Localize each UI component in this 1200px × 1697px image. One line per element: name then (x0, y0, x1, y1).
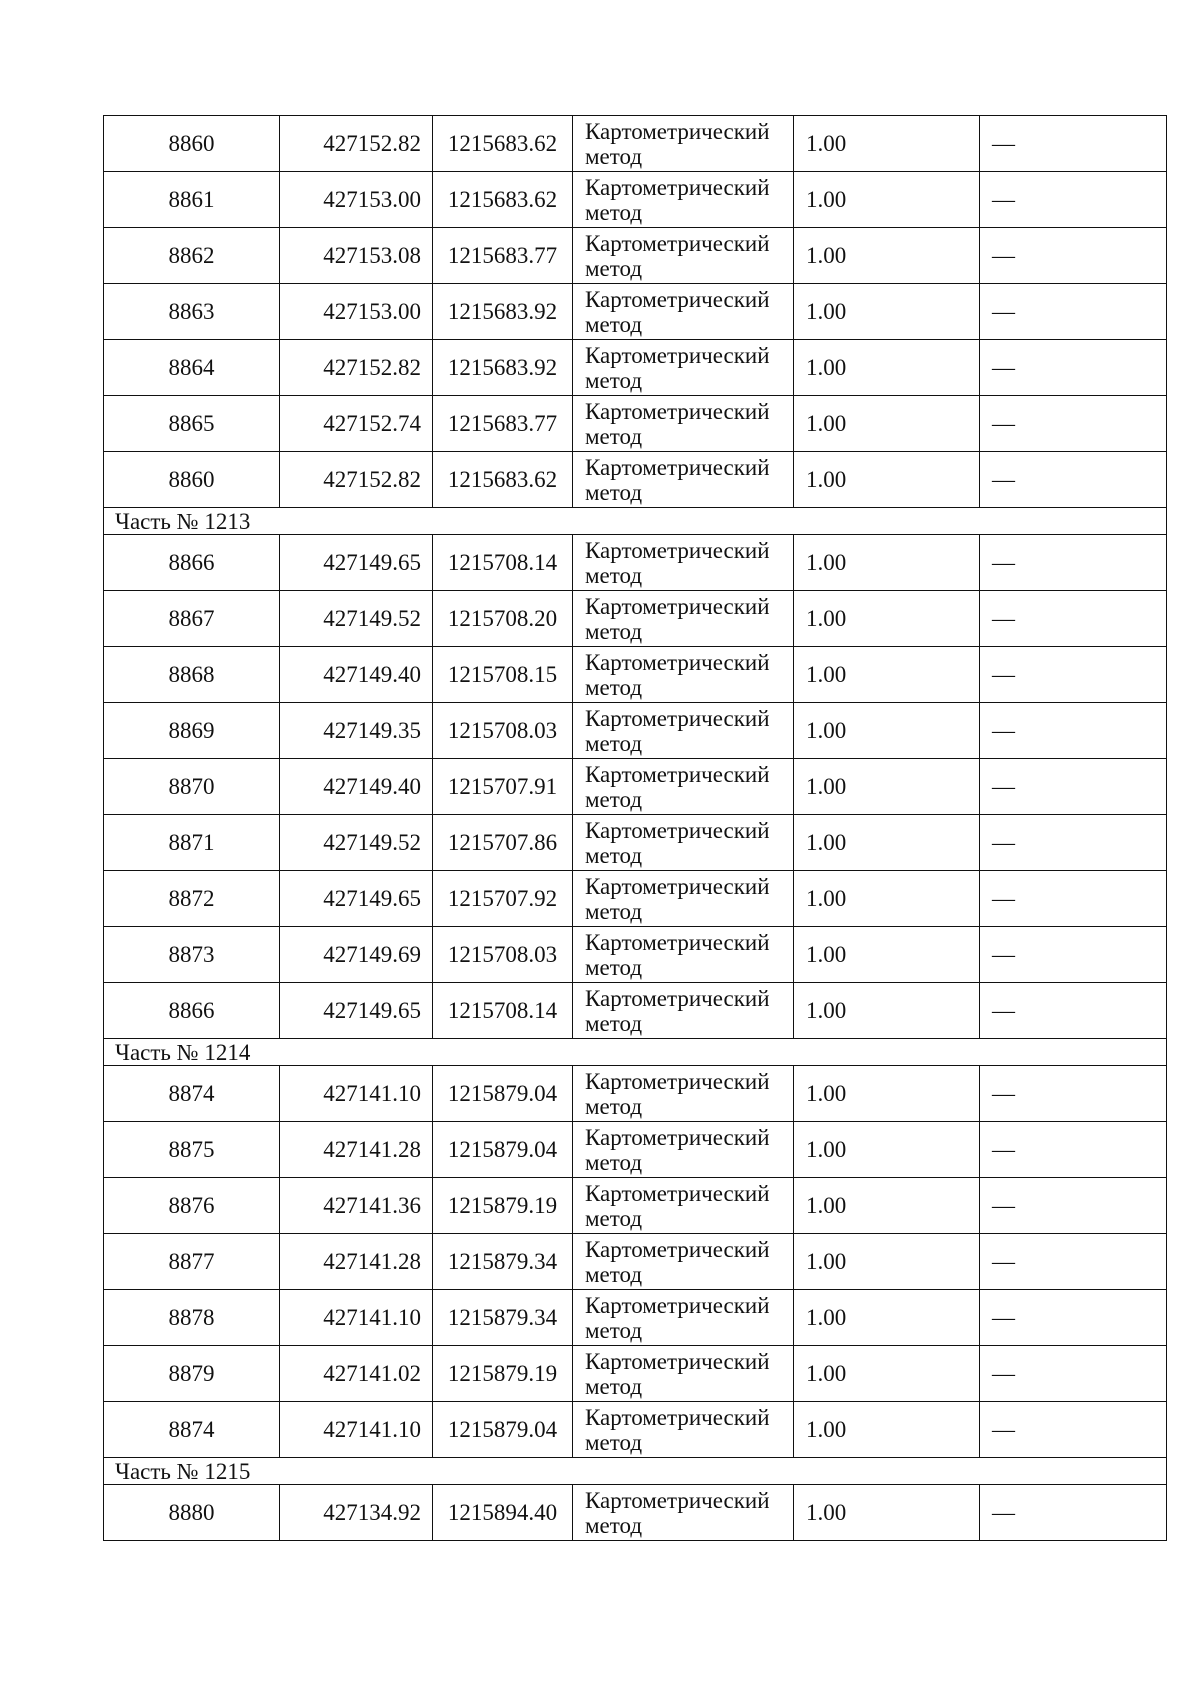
point-number-cell: 8867 (104, 591, 280, 647)
method-line-1: Картометрический (585, 593, 770, 619)
method-line-1: Картометрический (585, 1180, 770, 1206)
method-cell (573, 591, 794, 647)
description-cell: — (980, 116, 1167, 172)
y-coordinate-cell: 1215683.77 (433, 228, 573, 284)
table-row (104, 1290, 1167, 1346)
table-row (104, 452, 1167, 508)
point-number-cell: 8875 (104, 1122, 280, 1178)
point-number-cell: 8874 (104, 1066, 280, 1122)
y-coordinate-cell: 1215683.62 (433, 452, 573, 508)
y-coordinate-cell: 1215879.34 (433, 1290, 573, 1346)
method-line-2: метод (585, 730, 643, 756)
method-line-1: Картометрический (585, 537, 770, 563)
table-row (104, 1122, 1167, 1178)
method-cell (573, 647, 794, 703)
accuracy-cell: 1.00 (794, 1402, 980, 1458)
method-line-1: Картометрический (585, 985, 770, 1011)
table-row (104, 815, 1167, 871)
description-cell: — (980, 1178, 1167, 1234)
method-line-2: метод (585, 842, 643, 868)
method-line-1: Картометрический (585, 286, 770, 312)
method-cell (573, 452, 794, 508)
description-cell: — (980, 815, 1167, 871)
x-coordinate-cell: 427141.02 (280, 1346, 433, 1402)
accuracy-cell: 1.00 (794, 535, 980, 591)
part-label: Часть № 1214 (104, 1039, 1167, 1066)
method-line-2: метод (585, 562, 643, 588)
method-line-1: Картометрический (585, 817, 770, 843)
y-coordinate-cell: 1215707.86 (433, 815, 573, 871)
point-number-cell: 8869 (104, 703, 280, 759)
y-coordinate-cell: 1215879.04 (433, 1402, 573, 1458)
y-coordinate-cell: 1215708.15 (433, 647, 573, 703)
method-line-1: Картометрический (585, 454, 770, 480)
method-cell (573, 116, 794, 172)
method-line-2: метод (585, 479, 643, 505)
point-number-cell: 8864 (104, 340, 280, 396)
method-cell (573, 172, 794, 228)
accuracy-cell: 1.00 (794, 927, 980, 983)
x-coordinate-cell: 427152.74 (280, 396, 433, 452)
method-cell (573, 1066, 794, 1122)
method-line-1: Картометрический (585, 1404, 770, 1430)
point-number-cell: 8872 (104, 871, 280, 927)
y-coordinate-cell: 1215708.03 (433, 703, 573, 759)
point-number-cell: 8880 (104, 1485, 280, 1541)
accuracy-cell: 1.00 (794, 284, 980, 340)
method-line-2: метод (585, 618, 643, 644)
method-line-1: Картометрический (585, 1068, 770, 1094)
method-line-1: Картометрический (585, 929, 770, 955)
method-cell (573, 983, 794, 1039)
x-coordinate-cell: 427152.82 (280, 116, 433, 172)
x-coordinate-cell: 427149.69 (280, 927, 433, 983)
table-row (104, 591, 1167, 647)
point-number-cell: 8860 (104, 452, 280, 508)
method-line-1: Картометрический (585, 1124, 770, 1150)
table-row (104, 1485, 1167, 1541)
point-number-cell: 8865 (104, 396, 280, 452)
accuracy-cell: 1.00 (794, 647, 980, 703)
method-cell (573, 703, 794, 759)
description-cell: — (980, 647, 1167, 703)
point-number-cell: 8876 (104, 1178, 280, 1234)
table-row (104, 1346, 1167, 1402)
accuracy-cell: 1.00 (794, 1122, 980, 1178)
method-line-1: Картометрический (585, 761, 770, 787)
method-cell (573, 1234, 794, 1290)
part-label: Часть № 1215 (104, 1458, 1167, 1485)
method-line-2: метод (585, 199, 643, 225)
x-coordinate-cell: 427149.52 (280, 591, 433, 647)
accuracy-cell: 1.00 (794, 452, 980, 508)
x-coordinate-cell: 427149.40 (280, 759, 433, 815)
description-cell: — (980, 396, 1167, 452)
method-cell (573, 228, 794, 284)
accuracy-cell: 1.00 (794, 228, 980, 284)
table-row (104, 871, 1167, 927)
method-line-2: метод (585, 423, 643, 449)
description-cell: — (980, 1346, 1167, 1402)
method-line-1: Картометрический (585, 174, 770, 200)
point-number-cell: 8863 (104, 284, 280, 340)
method-cell (573, 340, 794, 396)
accuracy-cell: 1.00 (794, 340, 980, 396)
method-cell (573, 1290, 794, 1346)
table-row (104, 1234, 1167, 1290)
method-cell (573, 1122, 794, 1178)
method-line-1: Картометрический (585, 1348, 770, 1374)
point-number-cell: 8879 (104, 1346, 280, 1402)
method-line-1: Картометрический (585, 1292, 770, 1318)
method-cell (573, 1346, 794, 1402)
method-line-2: метод (585, 898, 643, 924)
description-cell: — (980, 284, 1167, 340)
table-row (104, 983, 1167, 1039)
point-number-cell: 8861 (104, 172, 280, 228)
method-line-1: Картометрический (585, 649, 770, 675)
accuracy-cell: 1.00 (794, 396, 980, 452)
x-coordinate-cell: 427141.10 (280, 1066, 433, 1122)
accuracy-cell: 1.00 (794, 1178, 980, 1234)
y-coordinate-cell: 1215708.20 (433, 591, 573, 647)
method-cell (573, 535, 794, 591)
accuracy-cell: 1.00 (794, 172, 980, 228)
y-coordinate-cell: 1215707.92 (433, 871, 573, 927)
method-cell (573, 284, 794, 340)
method-line-1: Картометрический (585, 705, 770, 731)
table-row (104, 228, 1167, 284)
x-coordinate-cell: 427153.00 (280, 284, 433, 340)
method-line-2: метод (585, 954, 643, 980)
point-number-cell: 8866 (104, 535, 280, 591)
table-row (104, 340, 1167, 396)
accuracy-cell: 1.00 (794, 1346, 980, 1402)
point-number-cell: 8874 (104, 1402, 280, 1458)
description-cell: — (980, 927, 1167, 983)
method-line-1: Картометрический (585, 398, 770, 424)
part-header-row (104, 508, 1167, 535)
y-coordinate-cell: 1215683.62 (433, 116, 573, 172)
description-cell: — (980, 452, 1167, 508)
description-cell: — (980, 1290, 1167, 1346)
x-coordinate-cell: 427149.40 (280, 647, 433, 703)
y-coordinate-cell: 1215894.40 (433, 1485, 573, 1541)
part-header-row (104, 1458, 1167, 1485)
description-cell: — (980, 172, 1167, 228)
table-row (104, 172, 1167, 228)
accuracy-cell: 1.00 (794, 983, 980, 1039)
x-coordinate-cell: 427153.00 (280, 172, 433, 228)
method-line-2: метод (585, 1093, 643, 1119)
description-cell: — (980, 1234, 1167, 1290)
point-number-cell: 8860 (104, 116, 280, 172)
y-coordinate-cell: 1215879.19 (433, 1178, 573, 1234)
method-line-2: метод (585, 1429, 643, 1455)
method-line-2: метод (585, 1261, 643, 1287)
y-coordinate-cell: 1215707.91 (433, 759, 573, 815)
y-coordinate-cell: 1215879.34 (433, 1234, 573, 1290)
y-coordinate-cell: 1215708.14 (433, 535, 573, 591)
accuracy-cell: 1.00 (794, 871, 980, 927)
y-coordinate-cell: 1215879.04 (433, 1066, 573, 1122)
method-line-2: метод (585, 1373, 643, 1399)
description-cell: — (980, 759, 1167, 815)
accuracy-cell: 1.00 (794, 759, 980, 815)
x-coordinate-cell: 427141.28 (280, 1234, 433, 1290)
x-coordinate-cell: 427141.10 (280, 1290, 433, 1346)
point-number-cell: 8871 (104, 815, 280, 871)
table-row (104, 759, 1167, 815)
method-line-1: Картометрический (585, 873, 770, 899)
method-line-2: метод (585, 1149, 643, 1175)
point-number-cell: 8877 (104, 1234, 280, 1290)
y-coordinate-cell: 1215683.92 (433, 284, 573, 340)
table-row (104, 1402, 1167, 1458)
accuracy-cell: 1.00 (794, 1234, 980, 1290)
method-cell (573, 1402, 794, 1458)
point-number-cell: 8866 (104, 983, 280, 1039)
accuracy-cell: 1.00 (794, 116, 980, 172)
method-line-1: Картометрический (585, 230, 770, 256)
y-coordinate-cell: 1215683.92 (433, 340, 573, 396)
method-line-2: метод (585, 1317, 643, 1343)
table-row (104, 1066, 1167, 1122)
description-cell: — (980, 228, 1167, 284)
method-line-1: Картометрический (585, 118, 770, 144)
method-line-2: метод (585, 1512, 643, 1538)
point-number-cell: 8870 (104, 759, 280, 815)
coordinates-table (103, 115, 1167, 1541)
table-row (104, 284, 1167, 340)
x-coordinate-cell: 427141.36 (280, 1178, 433, 1234)
accuracy-cell: 1.00 (794, 1066, 980, 1122)
x-coordinate-cell: 427149.35 (280, 703, 433, 759)
table-row (104, 927, 1167, 983)
x-coordinate-cell: 427141.28 (280, 1122, 433, 1178)
table-row (104, 396, 1167, 452)
x-coordinate-cell: 427134.92 (280, 1485, 433, 1541)
x-coordinate-cell: 427149.65 (280, 871, 433, 927)
y-coordinate-cell: 1215879.04 (433, 1122, 573, 1178)
method-line-2: метод (585, 1010, 643, 1036)
description-cell: — (980, 535, 1167, 591)
point-number-cell: 8873 (104, 927, 280, 983)
method-line-2: метод (585, 311, 643, 337)
point-number-cell: 8862 (104, 228, 280, 284)
table-row (104, 1178, 1167, 1234)
coordinates-table-body (104, 116, 1167, 1541)
y-coordinate-cell: 1215879.19 (433, 1346, 573, 1402)
method-line-2: метод (585, 1205, 643, 1231)
method-line-2: метод (585, 255, 643, 281)
x-coordinate-cell: 427149.65 (280, 535, 433, 591)
point-number-cell: 8868 (104, 647, 280, 703)
description-cell: — (980, 1122, 1167, 1178)
method-line-2: метод (585, 143, 643, 169)
method-cell (573, 396, 794, 452)
method-cell (573, 759, 794, 815)
x-coordinate-cell: 427152.82 (280, 340, 433, 396)
method-cell (573, 871, 794, 927)
accuracy-cell: 1.00 (794, 1290, 980, 1346)
x-coordinate-cell: 427149.65 (280, 983, 433, 1039)
method-line-2: метод (585, 786, 643, 812)
description-cell: — (980, 1402, 1167, 1458)
description-cell: — (980, 340, 1167, 396)
part-header-row (104, 1039, 1167, 1066)
table-row (104, 535, 1167, 591)
description-cell: — (980, 1066, 1167, 1122)
method-line-2: метод (585, 367, 643, 393)
method-line-1: Картометрический (585, 1487, 770, 1513)
y-coordinate-cell: 1215683.77 (433, 396, 573, 452)
method-cell (573, 1178, 794, 1234)
point-number-cell: 8878 (104, 1290, 280, 1346)
accuracy-cell: 1.00 (794, 703, 980, 759)
method-cell (573, 815, 794, 871)
method-line-1: Картометрический (585, 342, 770, 368)
x-coordinate-cell: 427152.82 (280, 452, 433, 508)
y-coordinate-cell: 1215683.62 (433, 172, 573, 228)
y-coordinate-cell: 1215708.14 (433, 983, 573, 1039)
method-line-2: метод (585, 674, 643, 700)
method-cell (573, 927, 794, 983)
method-line-1: Картометрический (585, 1236, 770, 1262)
description-cell: — (980, 871, 1167, 927)
description-cell: — (980, 983, 1167, 1039)
table-row (104, 116, 1167, 172)
description-cell: — (980, 703, 1167, 759)
accuracy-cell: 1.00 (794, 591, 980, 647)
x-coordinate-cell: 427141.10 (280, 1402, 433, 1458)
accuracy-cell: 1.00 (794, 815, 980, 871)
description-cell: — (980, 1485, 1167, 1541)
method-cell (573, 1485, 794, 1541)
accuracy-cell: 1.00 (794, 1485, 980, 1541)
part-label: Часть № 1213 (104, 508, 1167, 535)
x-coordinate-cell: 427149.52 (280, 815, 433, 871)
description-cell: — (980, 591, 1167, 647)
x-coordinate-cell: 427153.08 (280, 228, 433, 284)
y-coordinate-cell: 1215708.03 (433, 927, 573, 983)
table-row (104, 703, 1167, 759)
table-row (104, 647, 1167, 703)
